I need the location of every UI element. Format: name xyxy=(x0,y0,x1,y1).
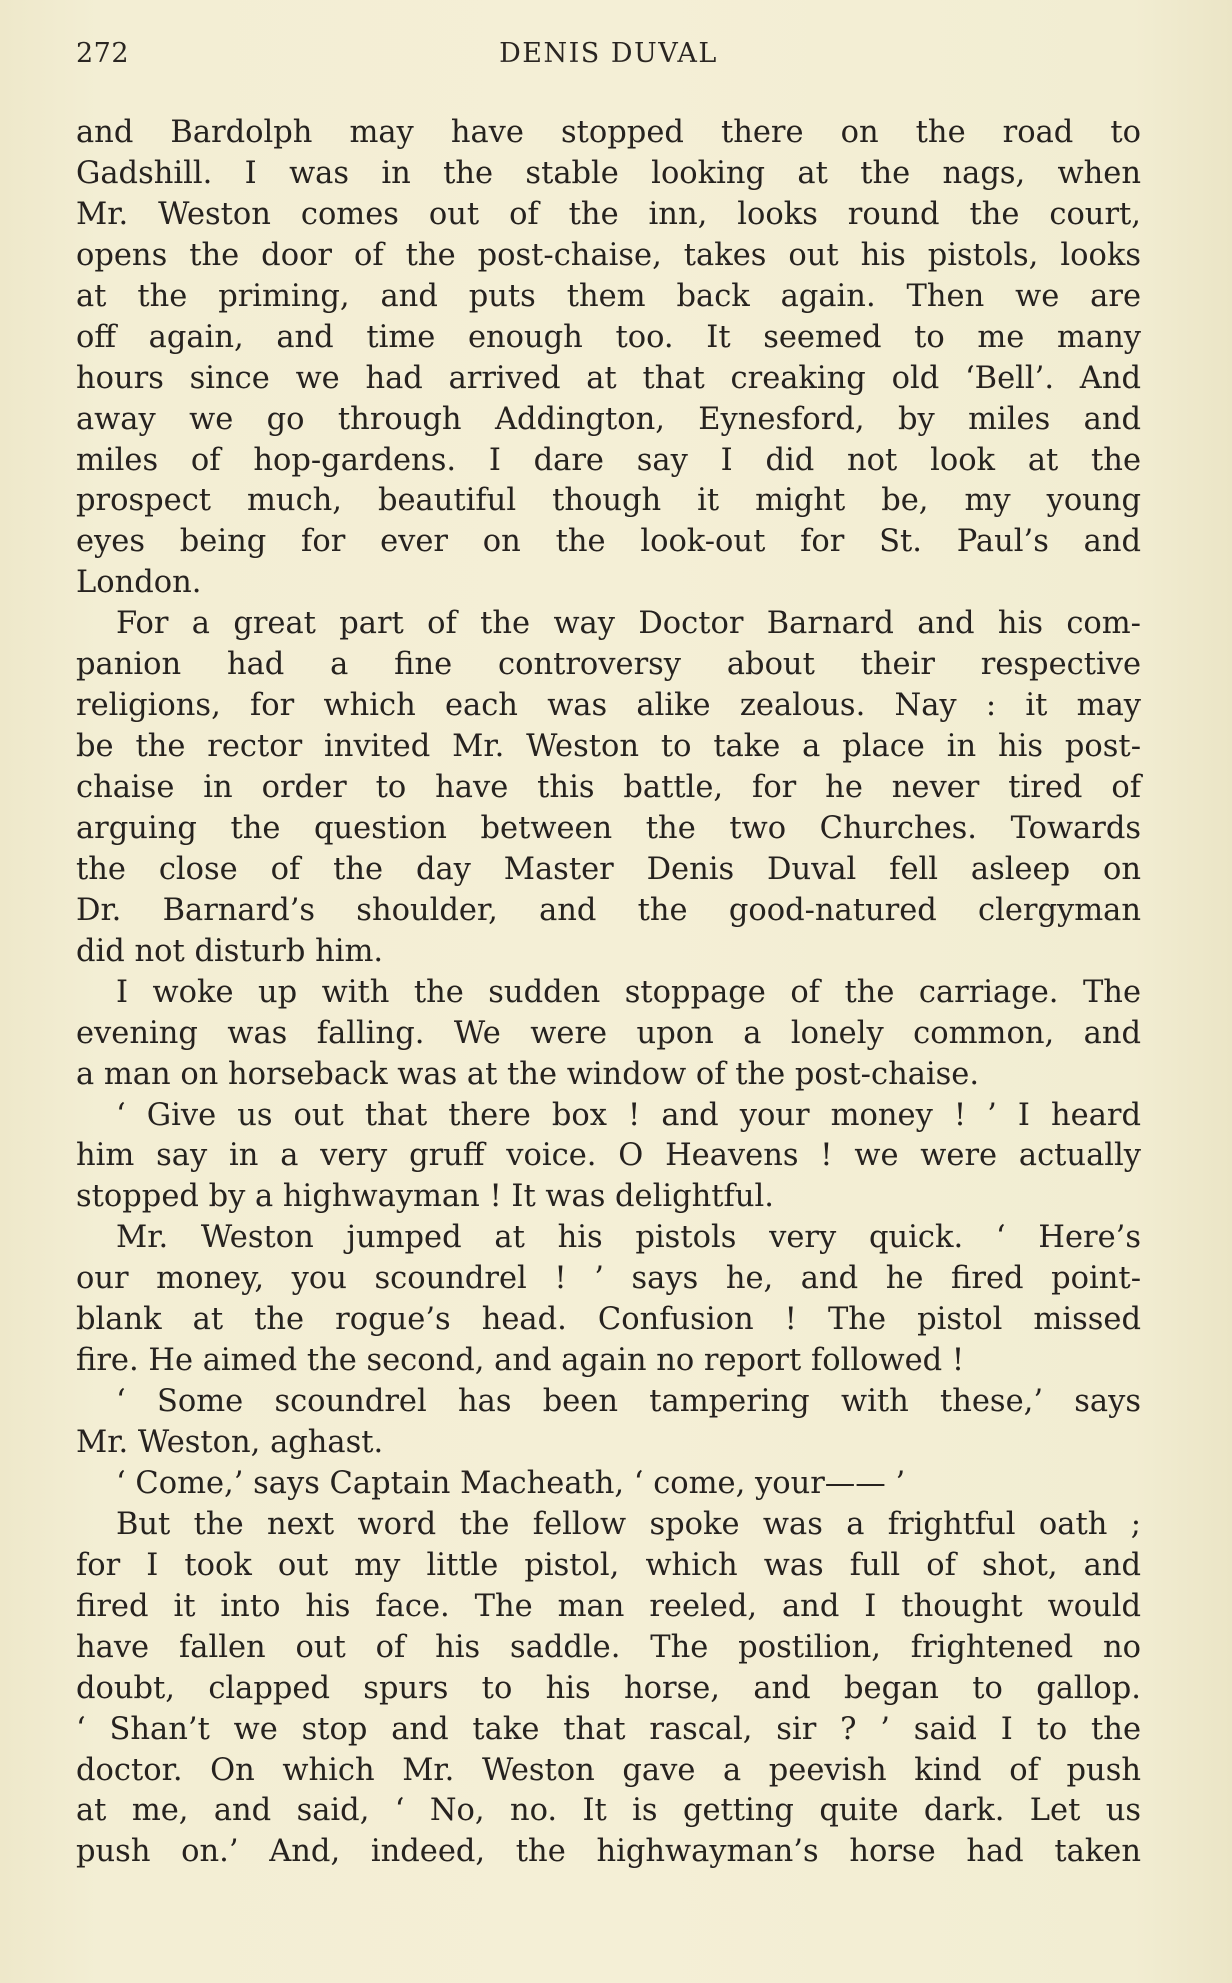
text-line: I woke up with the sudden stoppage of the carriage. The xyxy=(116,974,1141,1010)
text-line: hours since we had arrived at that creaking old ‘Bell’. And xyxy=(76,360,1141,396)
text-line: arguing the question between the two Churches. Towards xyxy=(76,810,1141,846)
text-line: prospect much, beautiful though it might be, my young xyxy=(76,483,1141,519)
text-line: Mr. Weston, aghast. xyxy=(76,1425,384,1460)
text-line: push on.’ And, indeed, the highwayman’s horse had taken xyxy=(76,1834,1141,1870)
text-line: eyes being for ever on the look-out for St. Paul’s and xyxy=(76,524,1141,560)
text-line: have fallen out of his saddle. The postilion, frightened no xyxy=(76,1629,1141,1665)
text-line: did not disturb him. xyxy=(76,933,384,969)
text-line: Dr. Barnard’s shoulder, and the good-natured clergyman xyxy=(76,892,1141,928)
text-line: a man on horseback was at the window of the post-chaise. xyxy=(76,1056,980,1092)
text-line: ‘ Some scoundrel has been tampering with these,’ says xyxy=(116,1384,1141,1420)
text-line: at me, and said, ‘ No, no. It is getting quite dark. Let us xyxy=(76,1793,1141,1829)
text-line: fire. He aimed the second, and again no report followed ! xyxy=(76,1343,965,1379)
body-text xyxy=(76,113,1141,1873)
text-line: blank at the rogue’s head. Confusion ! The pistol missed xyxy=(76,1302,1141,1338)
text-line: evening was falling. We were upon a lonely common, and xyxy=(76,1015,1141,1051)
text-line: Gadshill. I was in the stable looking at the nags, when xyxy=(76,155,1141,191)
text-line: miles of hop-gardens. I dare say I did not look at the xyxy=(76,442,1141,478)
text-line: Mr. Weston comes out of the inn, looks round the court, xyxy=(76,196,1141,232)
text-line: ‘ Give us out that there box ! and your money ! ’ I heard xyxy=(116,1097,1141,1133)
text-line: opens the door of the post-chaise, takes out his pistols, looks xyxy=(76,237,1141,273)
text-line: for I took out my little pistol, which was full of shot, and xyxy=(76,1547,1141,1583)
text-line: doctor. On which Mr. Weston gave a peevish kind of push xyxy=(76,1752,1141,1788)
text-line: Mr. Weston jumped at his pistols very quick. ‘ Here’s xyxy=(116,1220,1141,1256)
text-line: the close of the day Master Denis Duval fell asleep on xyxy=(76,851,1141,887)
text-line: stopped by a highwayman ! It was delightful. xyxy=(76,1179,774,1215)
page-header xyxy=(76,38,1141,78)
text-line: But the next word the fellow spoke was a frightful oath ; xyxy=(116,1506,1141,1542)
text-line: fired it into his face. The man reeled, and I thought would xyxy=(76,1588,1141,1624)
text-line: ‘ Shan’t we stop and take that rascal, sir ? ’ said I to the xyxy=(76,1711,1141,1747)
text-line: our money, you scoundrel ! ’ says he, and he fired point- xyxy=(76,1261,1141,1297)
text-line: panion had a fine controversy about their respective xyxy=(76,647,1141,683)
text-line: doubt, clapped spurs to his horse, and began to gallop. xyxy=(76,1670,1141,1706)
text-line: London. xyxy=(76,565,202,601)
text-line: be the rector invited Mr. Weston to take a place in his post- xyxy=(76,729,1141,765)
text-line: and Bardolph may have stopped there on the road to xyxy=(76,115,1141,150)
text-line: him say in a very gruff voice. O Heavens ! we were actually xyxy=(76,1138,1141,1174)
text-line: off again, and time enough too. It seemed to me many xyxy=(76,319,1141,355)
page-number: 272 xyxy=(76,38,130,69)
text-line: ‘ Come,’ says Captain Macheath, ‘ come, your—— ’ xyxy=(116,1465,906,1501)
running-head: DENIS DUVAL xyxy=(499,38,718,69)
text-line: religions, for which each was alike zealous. Nay : it may xyxy=(76,688,1141,724)
text-line: at the priming, and puts them back again. Then we are xyxy=(76,278,1141,314)
text-line: chaise in order to have this battle, for he never tired of xyxy=(76,770,1141,805)
text-line: away we go through Addington, Eynesford, by miles and xyxy=(76,401,1141,437)
text-line: For a great part of the way Doctor Barnard and his com- xyxy=(116,606,1141,642)
